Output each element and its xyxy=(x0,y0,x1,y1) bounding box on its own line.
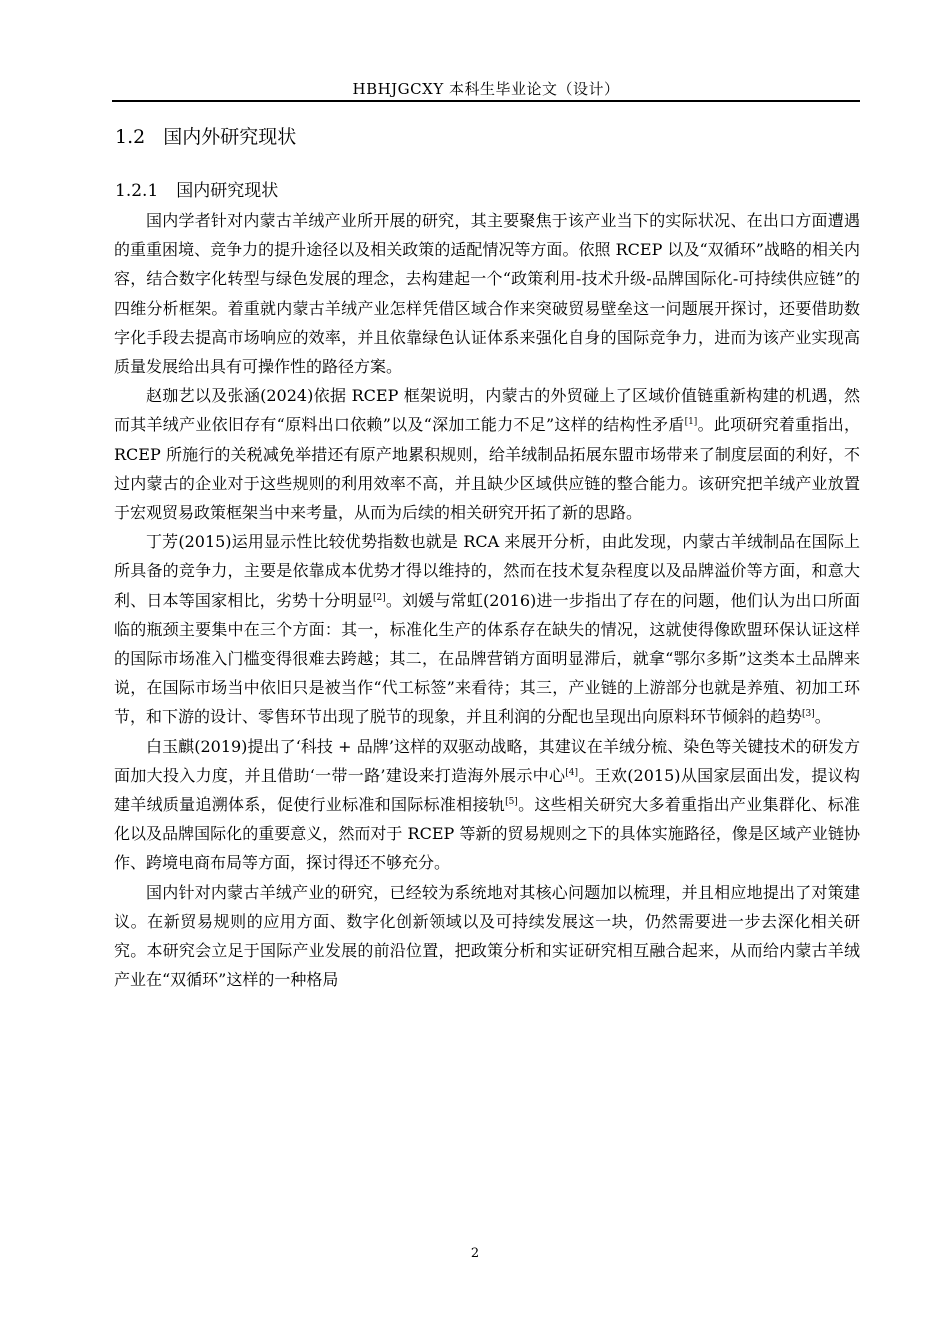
paragraph-text: 白玉麒(2019)提出了‘科技 + 品牌’这样的双驱动战略，其建议在羊绒分梳、染色等关键技术的研发方面加大投入力度，并且借助‘一带一路’建设来打造海外展示中心 xyxy=(114,736,860,785)
paragraph xyxy=(114,527,860,731)
section-number: 1.2 xyxy=(115,126,146,148)
header-rule xyxy=(112,100,860,102)
citation: [1] xyxy=(684,417,698,428)
section-heading xyxy=(115,122,296,149)
citation: [4] xyxy=(565,767,579,778)
subsection-heading xyxy=(115,176,278,201)
page-header: HBHJGCXY 本科生毕业论文（设计） xyxy=(352,80,620,98)
paragraph-text: 丁芳(2015)运用显示性比较优势指数也就是 RCA 来展开分析，由此发现，内蒙古羊绒制品在国际上所具备的竞争力，主要是依靠成本优势才得以维持的，然而在技术复杂程度以及品牌溢价等方面，和意大利、日本等国家相比，劣势十分明显 xyxy=(114,532,860,610)
paragraph-text: 。刘媛与常虹(2016)进一步指出了存在的问题，他们认为出口所面临的瓶颈主要集中在三个方面：其一，标准化生产的体系存在缺失的情况，这就使得像欧盟环保认证这样的国际市场准入门槛变得很难去跨越；其二，在品牌营销方面明显滞后，就拿“鄂尔多斯”这类本土品牌来说，在国际市场当中依旧只是被当作“代工标签”来看待；其三，产业链的上游部分也就是养殖、初加工环节，和下游的设计、零售环节出现了脱节的现象，并且利润的分配也呈现出向原料环节倾斜的趋势 xyxy=(114,590,860,727)
paragraph-text: 赵珈艺以及张涵(2024)依据 RCEP 框架说明，内蒙古的外贸碰上了区域价值链重新构建的机遇，然而其羊绒产业依旧存有“原料出口依赖”以及“深加工能力不足”这样的结构性矛盾 xyxy=(114,386,860,435)
page-number: 2 xyxy=(470,1246,480,1261)
paragraph-text: 国内针对内蒙古羊绒产业的研究，已经较为系统地对其核心问题加以梳理，并且相应地提出了对策建议。在新贸易规则的应用方面、数字化创新领域以及可持续发展这一块，仍然需要进一步去深化相关研究。本研究会立足于国际产业发展的前沿位置，把政策分析和实证研究相互融合起来，从而给内蒙古羊绒产业在“双循环”这样的一种格局 xyxy=(114,882,860,990)
section-title: 国内外研究现状 xyxy=(163,126,297,148)
subsection-title: 国内研究现状 xyxy=(176,181,279,201)
paragraph xyxy=(114,206,860,381)
citation: [3] xyxy=(802,709,815,720)
paragraph-text: 国内学者针对内蒙古羊绒产业所开展的研究，其主要聚焦于该产业当下的实际状况、在出口方面遭遇的重重困境、竞争力的提升途径以及相关政策的适配情况等方面。依照 RCEP 以及“双循环”战略的相关内容，结合数字化转型与绿色发展的理念，去构建起一个“政策利用-技术升级-品牌国际化-可持续供应链”的四维分析框架。着重就内蒙古羊绒产业怎样凭借区域合作来突破贸易壁垒这一问题展开探讨，还要借助数字化手段去提高市场响应的效率，并且依靠绿色认证体系来强化自身的国际竞争力，进而为该产业实现高质量发展给出具有可操作性的路径方案。 xyxy=(114,211,860,377)
subsection-number: 1.2.1 xyxy=(115,181,159,201)
paragraph-text: 。此项研究着重指出，RCEP 所施行的关税减免举措还有原产地累积规则，给羊绒制品拓展东盟市场带来了制度层面的利好，不过内蒙古的企业对于这些规则的利用效率不高，并且缺少区域供应链的整合能力。该研究把羊绒产业放置于宏观贸易政策框架当中来考量，从而为后续的相关研究开拓了新的思路。 xyxy=(114,415,860,523)
paragraph-text: 。这些相关研究大多着重指出产业集群化、标准化以及品牌国际化的重要意义，然而对于 RCEP 等新的贸易规则之下的具体实施路径，像是区域产业链协作、跨境电商布局等方面，探讨得还不够充分。 xyxy=(114,795,860,873)
paragraph xyxy=(114,878,860,995)
body-text xyxy=(114,206,860,994)
citation: [5] xyxy=(505,797,518,808)
paragraph-text: 。王欢(2015)从国家层面出发，提议构建羊绒质量追溯体系，促使行业标准和国际标准相接轨 xyxy=(114,765,860,815)
paragraph-text: 。 xyxy=(814,707,831,727)
paragraph xyxy=(114,381,860,527)
paragraph xyxy=(114,732,860,878)
citation: [2] xyxy=(372,592,386,603)
